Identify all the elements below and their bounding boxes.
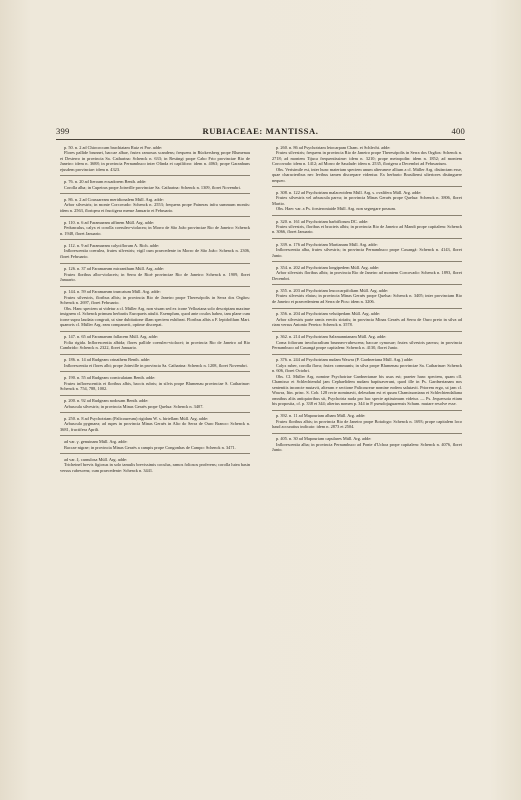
entry-reference: p. 200. n. 92 ad Rudgeam nodosam Benth. adde:: [64, 398, 149, 404]
text-entry: [60, 197, 250, 213]
text-entry: [272, 288, 462, 304]
entry-divider: [60, 263, 250, 264]
entry-reference: p. 260. n. 86 ad Psychotriam leiocarpam Cham. et Schlecht. adde:: [276, 145, 391, 150]
entry-reference: p. 250. n. 8 ad Psychotriam (Palicoureum) rigidam W. s. hirtellam Müll. Arg. adde:: [64, 415, 209, 421]
entry-paragraph: Inflorescentia et flores albi; prope Joinville in provincia Sa. Catharina: Schenck n. 1208, floret Novembri.: [64, 362, 248, 368]
entry-divider: [272, 331, 462, 332]
entry-reference: p. 190. n. 55 ad Rudgeam corniculatam Benth. adde:: [64, 375, 156, 381]
entry-paragraph: Obs. Verisimile est, inter hunc materiam speciem unum alterumve allium a cl. Müller Arg. distinctam esse, quae characteribus nec levibus tamen discrepare videntur. Ex herbario Brasiliensi ulteriores distinguere nequeo.: [272, 166, 462, 183]
text-entry: [272, 190, 462, 212]
text-entry: [60, 439, 250, 450]
text-entry: [272, 436, 462, 452]
entry-reference: p. 376. n. 244 ad Psychotriam nudam Wawra (P. Gardneriana Müll. Arg.) adde:: [276, 357, 414, 363]
text-entry: [272, 413, 462, 429]
page-number-left: 399: [56, 126, 70, 136]
entry-divider: [272, 238, 462, 239]
entry-divider: [272, 261, 462, 262]
text-entry: [60, 179, 250, 190]
entry-paragraph: Frutex silvestris, floribus et bracteis albis; in provincia Rio de Janeiro ad Mandi prope capitalem: Schenck n. 3066, floret Januario.: [272, 224, 462, 235]
entry-paragraph: Pedunculus, calyx et corolla coeruleo-violacea; in Morro de São João provinciae Rio de Janeiro: Schenck n. 1948, floret Januario.: [60, 225, 250, 236]
entry-reference: p. 126. n. 37 ad Faramaeam micranthum Müll. Arg. adde:: [64, 266, 165, 272]
entry-paragraph: Arbor silvestris floribus albis; in provincia Rio de Janeiro ad montem Corcovado: Schenck n. 1893, floret Decembri.: [272, 270, 462, 281]
entry-paragraph: Frutex silvestris, floribus albis; in provincia Rio de Janeiro prope Theresópolis in Serra dos Orgãos: Schenck n. 2697, floret Februario.: [60, 294, 250, 306]
text-entry: [60, 220, 250, 236]
entry-paragraph: Obs. Cl. Müller Arg. nomine Psychotriae Gardnerianae bis usus est; praeter hanc speciem, quam cll. Chamisso et Schlechtendal jam Cephaelidem nudam baptisaverunt, quod ille in Ps. Gardnerianam nos sententiis inconcte mutavit, alteram e sectione Palicoureae nomine eodem salutavit. Priorem ergo, ut jam cl. Wawra, Itin. princ. S. Cob. 128 recte nominavit, deleudum est et quum Chamissoniana et Schlechtendaliana omnibus aliis antiquioribus sit, Psychotria nuda pro hac specie aptissimum videtur. — Ps. Jequersoia etiam bis proposita, cf. p. 338 et 344; alterius nomen p. 344 in P. pseudojaguarensis Schum. mutare resolve esse.: [272, 373, 462, 407]
entry-divider: [272, 215, 462, 216]
entry-reference: p. 144. n. 59 ad Faramaeam truncatum Müll. Arg. adde:: [64, 289, 161, 295]
text-entry: [60, 457, 250, 473]
entry-reference: p. 320. n. 161 ad Psychotriam barbiflorum DC. adde:: [276, 218, 369, 224]
entry-divider: [272, 186, 462, 187]
text-entry: [60, 243, 250, 259]
text-entry: [60, 289, 250, 327]
entry-paragraph: Corolla alba; in Cupeiras prope Joinville provinciae Sa. Catharina: Schenck n. 1309, floret Novembri.: [64, 184, 241, 190]
text-entry: [60, 334, 250, 350]
entry-paragraph: Frutex silvestris elatus; in provincia Minas Geraës prope Quelua: Schenck n. 3405; inter provinciam Rio de Janeiro et praecedentem ad Serra de Picu: idem n. 3206.: [272, 293, 462, 304]
entry-reference: ad var. γ. genuinam Müll. Arg. adde:: [64, 439, 128, 445]
entry-paragraph: Obs. Hanc speciem ut videtur a cl. Müller Arg. non visam sed ex icone Velloziana solo descriptam maxime insignem cl. Schenck primum herbariis Europaeis attulit. Exemplum, quod ante oculos habeo, tam plane cum icone supra laudata congruit, ut sine dubitatione illam speciem exhibeat. Floribus albis a F. lepidofilum Mart. quamvis cl. Müller Arg. eam comparavit, optime discrepat.: [60, 305, 250, 328]
entry-divider: [272, 410, 462, 411]
text-entry: [60, 266, 250, 282]
entry-divider: [60, 354, 250, 355]
entry-reference: p. 355. n. 203 ad Psychotriam leucocarpifoliam Müll. Arg. adde:: [276, 287, 389, 293]
running-title: RUBIACEAE: MANTISSA.: [202, 126, 319, 136]
entry-paragraph: Arbuscula silvestris; in provincia Minas Geraës prope Quelua: Schenck n. 3407.: [64, 403, 204, 409]
entry-paragraph: Arbor silvestris parte ramis erectis striatis; in provincia Minas Geraës ad Serra de Ouro preto in silva ad riam versus Antonio Pereira: Schenck n. 3578.: [272, 316, 462, 328]
entry-paragraph: Frutex floribus albo-violaceis; in Serra de Rioè provinciae Rio de Janeiro: Schenck n. 1909, floret Januario.: [60, 271, 250, 283]
entry-paragraph: Flores pallide brunnei, baccae albae, frutex ramosus scandens; frequens in Rückersberg prope Blumenau et Desterro in provincia Sa. Catharina: Schenck n. 633; in Restingt prope Cabo Frio provinciae Rio de Janeiro: idem n. 3688; in provincia Pernambuco inter Olinda et capiliforo: idem n. 4063; prope Garanhuns ejusdem provinciae: idem n. 4323.: [60, 150, 250, 172]
entry-divider: [60, 175, 250, 176]
text-entry: [272, 357, 462, 406]
entry-divider: [272, 354, 462, 355]
entry-divider: [272, 433, 462, 434]
entry-paragraph: Baccae nigrae; in provincia Minas Geraës a campis prope Congonhas de Campo: Schenck n. 3471.: [64, 444, 236, 450]
entry-reference: p. 356. n. 204 ad Psychotriam velutipedam Müll. Arg. adde:: [276, 311, 381, 317]
entry-divider: [60, 216, 250, 217]
entry-paragraph: Frutex silvestris vel arbuscula parva; in provincia Minas Geraës prope Quelua: Schenck n. 3806, floret Martio.: [272, 195, 462, 206]
text-entry: [60, 398, 250, 409]
entry-paragraph: Frutex inflorescentiis et floribus albis, baccis rubris; in silvis prope Blumenau provinciae S. Catharinae: Schenck n. 754, 788, 1002.: [60, 380, 250, 391]
text-entry: [60, 357, 250, 368]
entry-reference: p. 339. n. 176 ad Psychotriam Martianam Müll. Arg. adde:: [276, 241, 378, 247]
entry-divider: [60, 412, 250, 413]
entry-paragraph: Calyx ruber, corolla flava; frutex communis; in silva prope Blumenau provinciae Sa. Catharinae: Schenck n. 606, floret Octobri.: [272, 362, 462, 374]
entry-reference: p. 112. n. 9 ad Faramaeam calyciflorum A. Rich. adde:: [64, 243, 160, 249]
entry-paragraph: Arbuscula pygmaea; ad rupes in provincia Minas Geraës in Alto do Serra de Ouro Branco: Schenck n. 3681, fructifera Aprili.: [60, 421, 250, 432]
entry-reference: p. 50. n. 2 ad Chiococcam brachiatam Ruiz et Pav. adde:: [64, 145, 163, 150]
text-entry: [272, 334, 462, 350]
entry-divider: [60, 239, 250, 240]
entry-paragraph: Inflorescentia alba; in provincia Pernambuco ad Ponte d'Uchoa prope capitalem: Schenck n. 4076, floret Junio.: [272, 441, 462, 453]
entry-paragraph: Inflorescentia coerulea, frutex silvestris; vigil cum praecedente in Morro de São João: Schenck n. 2306, floret Februario.: [60, 248, 250, 259]
text-entry: [272, 265, 462, 281]
right-column: [272, 145, 462, 456]
text-entry: [272, 311, 462, 327]
entry-paragraph: Coma foliorum involucralium brunneo-rubescens; baccae cymosae; frutex silvestris parvus; in provincia Pernambuco ad Caxangá prope capitalem: Schenck n. 4130, floret Junio.: [272, 339, 462, 351]
entry-paragraph: Folia rigida. Inflorescentia albida; flores pallide coeruleo-violacei; in provincia Rio de Janeiro ad Rio Cambrido: Schenck n. 2322, floret Januario.: [60, 339, 250, 351]
entry-reference: p. 110. n. 6 ad Faramaeam affinem Müll. Arg. adde:: [64, 219, 155, 225]
entry-paragraph: Inflorescentia alba, frutex silvestris; in provincia Pernambuco prope Caxangá: Schenck n. 4143, floret Junio.: [272, 247, 462, 258]
entry-divider: [272, 308, 462, 309]
entry-paragraph: Frutex floribus albis; in provincia Rio de Janeiro prope Botafogo: Schenck n. 1693; prope capitalem loco haud accuratius indicato: idem n. 2873 et 2504.: [272, 418, 462, 430]
page-number-right: 400: [451, 126, 465, 136]
text-entry: [272, 145, 462, 183]
entry-divider: [60, 453, 250, 454]
entry-reference: p. 362. n. 214 ad Psychotriam Salzmannianam Müll. Arg. adde:: [276, 334, 387, 340]
entry-divider: [60, 395, 250, 396]
entry-reference: p. 147. n. 65 ad Faramaeam fallacem Müll. Arg. adde:: [64, 334, 159, 340]
entry-reference: p. 308. n. 122 ad Psychotriam malaceoidem Müll. Arg. s. ovalifera Müll. Arg. adde:: [276, 189, 422, 195]
entry-paragraph: Tricheinel brevis figiosus in solo tamulis brevissimis coculus, ramos foliosos proferens; corolla lutea basin versus rubescens; cum praecedente: Schenck n. 3441.: [60, 462, 250, 473]
text-entry: [60, 375, 250, 391]
entry-reference: ad var. ξ. carnulosa Müll. Arg. adde:: [64, 456, 128, 462]
entry-reference: p. 186. n. 14 ad Rudgeam crinathem Benth. adde:: [64, 357, 151, 363]
entry-divider: [60, 435, 250, 436]
entry-paragraph: Frutex silvestris; frequens in provincia Rio de Janeiro prope Theresópolis in Serra dos Orgãos: Schenck n. 2718; ad montem Tijuca frequentissime: idem n. 3210; prope metropolin: idem n. 1852; ad montem Corcovado: idem n. 1412; ad Morro de Saudade: idem n. 2535, florigera a Decembri ad Februarium.: [272, 150, 462, 167]
running-header: [56, 126, 465, 140]
entry-paragraph: Arbor silvestris; in monte Corcovado: Schenck n. 2553; frequens prope Paineras infra summum montis: idem n. 2563, floriqera et fructigera mense Januario et Februario.: [60, 202, 250, 213]
header-rule: [56, 139, 465, 140]
entry-divider: [60, 331, 250, 332]
entry-reference: p. 392. n. 11 ad Mapouriam albam Müll. Arg. adde:: [276, 413, 366, 419]
text-entry: [60, 416, 250, 432]
entry-reference: p. 405. n. 30 ad Mapouriam capulares Müll. Arg. adde:: [276, 436, 372, 442]
entry-reference: p. 76. n. 20 ad Iteroam ecuadorem Benth. adde:: [64, 179, 147, 185]
entry-reference: p. 86. n. 2 ad Coussaream meridionalem Müll. Arg. adde:: [64, 196, 164, 202]
text-entry: [60, 145, 250, 172]
entry-reference: p. 354. n. 202 ad Psychotriam longipedem Müll. Arg. adde:: [276, 264, 380, 270]
text-entry: [272, 242, 462, 258]
entry-paragraph: Obs. Haec var. a Ps. forsteroniaide Müll. Arg. non segregare possum.: [276, 206, 397, 212]
entry-divider: [60, 286, 250, 287]
left-column: [60, 145, 250, 476]
entry-divider: [60, 371, 250, 372]
entry-divider: [272, 284, 462, 285]
entry-divider: [60, 193, 250, 194]
text-entry: [272, 219, 462, 235]
